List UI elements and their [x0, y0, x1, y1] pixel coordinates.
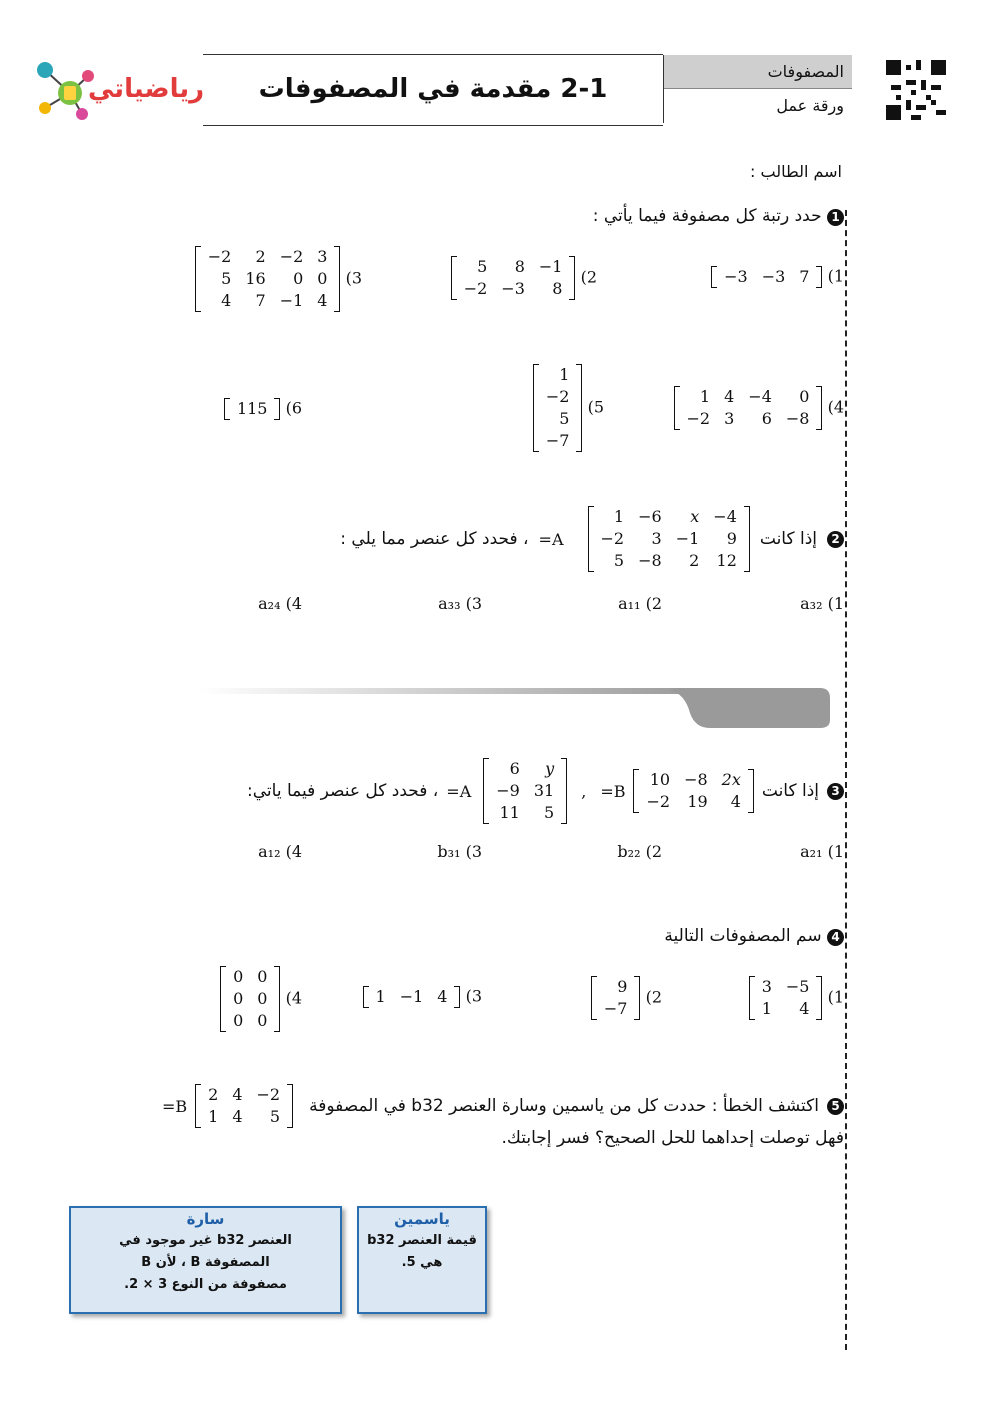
- q1-item-5: [533, 364, 604, 452]
- q3-a-matrix: 6 y −9 31 11 5: [483, 758, 567, 824]
- q1-prompt-row: [593, 206, 844, 226]
- q4-item-3-matrix: 1 −1 4: [363, 986, 461, 1008]
- sara-line2: المصفوفة B ، لأن B: [141, 1255, 270, 1270]
- q1-item-4-matrix: 1 4 −4 0 −2 3 6 −8: [674, 386, 823, 430]
- q1-item-5-matrix: 1 −2 5 −7: [533, 364, 583, 452]
- q5-matrix: 2 4 −2 1 4 5: [195, 1084, 293, 1128]
- q2-part-3: a₃₃ (3: [438, 594, 482, 613]
- q1-item-1-label: (1: [827, 266, 844, 286]
- q5-text-line1: اكتشف الخطأ : حددت كل من ياسمين وسارة العنصر b32 في المصفوفة: [309, 1096, 819, 1116]
- q1-item-1: [711, 266, 844, 288]
- q4-item-4-matrix: 0 0 0 0 0 0: [220, 966, 280, 1032]
- q3-number: 3: [827, 783, 844, 800]
- logo: [30, 58, 205, 128]
- q1-item-6: [224, 398, 302, 420]
- q4-item-1: [749, 976, 844, 1020]
- section-divider: [200, 688, 830, 728]
- q3-part-3: b₃₁ (3: [437, 842, 482, 861]
- sara-name: سارة: [186, 1210, 225, 1228]
- yasmin-line2: هي 5.: [401, 1255, 443, 1270]
- page-title: 2-1 مقدمة في المصفوفات: [258, 74, 608, 104]
- q1-item-2: [451, 256, 597, 300]
- sara-line1: العنصر b32 غير موجود في: [119, 1233, 292, 1248]
- q4-item-2-label: (2: [645, 987, 662, 1007]
- q1-item-3-matrix: −2 2 −2 3 5 16 0 0 4 7 −1 4: [195, 246, 341, 312]
- q3-suffix: ، فحدد كل عنصر فيما ياتي:: [247, 781, 439, 801]
- sara-card: [69, 1206, 342, 1314]
- qr-code: [886, 60, 946, 120]
- q1-item-4: [674, 386, 844, 430]
- q2-part-4: a₂₄ (4: [258, 594, 302, 613]
- q2-suffix: ، فحدد كل عنصر مما يلي :: [340, 529, 529, 549]
- q4-item-4: [220, 966, 302, 1032]
- q4-item-2-matrix: 9 −7: [591, 976, 641, 1020]
- q1-item-2-matrix: 5 8 −1 −2 −3 8: [451, 256, 576, 300]
- q5-row: [162, 1084, 844, 1128]
- q3-a-name: A=: [446, 781, 472, 801]
- student-name-label: اسم الطالب :: [750, 162, 842, 181]
- q4-item-3: [363, 986, 482, 1008]
- margin-dashed-line: [845, 210, 847, 1350]
- q3-comma: ,: [581, 781, 587, 801]
- q1-item-2-label: (2: [580, 267, 597, 287]
- sheet-type-label: ورقة عمل: [776, 96, 844, 115]
- q2-part-2: a₁₁ (2: [618, 594, 662, 613]
- q4-item-3-label: (3: [465, 986, 482, 1006]
- q1-item-3-label: (3: [345, 268, 362, 288]
- q1-item-1-matrix: −3 −3 7: [711, 266, 822, 288]
- q1-item-6-label: (6: [285, 398, 302, 418]
- q4-item-1-label: (1: [827, 987, 844, 1007]
- q3-prefix: إذا كانت: [761, 781, 819, 801]
- q2-row: [340, 506, 844, 572]
- q1-item-6-matrix: 115: [224, 398, 281, 420]
- q3-part-2: b₂₂ (2: [617, 842, 662, 861]
- q3-row: [247, 758, 844, 824]
- q4-prompt: سم المصفوفات التالية: [664, 926, 822, 946]
- q5-text-line2: فهل توصلت إحداهما للحل الصحيح؟ فسر إجابتك.: [501, 1128, 844, 1148]
- q4-item-1-matrix: 3 −5 1 4: [749, 976, 823, 1020]
- logo-text: رياضياتي: [88, 74, 205, 104]
- q1-item-3: [195, 246, 362, 312]
- q1-item-4-label: (4: [827, 397, 844, 417]
- q2-part-1: a₃₂ (1: [800, 594, 844, 613]
- q3-b-matrix: 10 −8 2x −2 19 4: [633, 769, 753, 813]
- unit-label: المصفوفات: [767, 62, 844, 81]
- sara-line3: مصفوفة من النوع 3 × 2.: [124, 1277, 287, 1292]
- q1-prompt: حدد رتبة كل مصفوفة فيما يأتي :: [592, 206, 822, 226]
- q1-number: 1: [827, 209, 844, 226]
- yasmin-name: ياسمين: [394, 1210, 450, 1228]
- q1-item-5-label: (5: [587, 397, 604, 417]
- q5-number: 5: [827, 1098, 844, 1115]
- q3-b-name: B=: [600, 781, 626, 801]
- q2-matrix: 1 −6 x −4 −2 3 −1 9 5 −8 2 12: [588, 506, 750, 572]
- q4-number: 4: [827, 929, 844, 946]
- yasmin-line1: قيمة العنصر b32: [367, 1233, 477, 1248]
- q5-matrix-name: B=: [161, 1096, 188, 1116]
- q4-item-4-label: (4: [285, 988, 302, 1008]
- q3-part-1: a₂₁ (1: [800, 842, 844, 861]
- yasmin-card: [357, 1206, 487, 1314]
- q2-prefix: إذا كانت: [759, 529, 817, 549]
- q3-part-4: a₁₂ (4: [258, 842, 302, 861]
- q4-prompt-row: [664, 926, 844, 946]
- q2-number: 2: [827, 531, 844, 548]
- q4-item-2: [591, 976, 662, 1020]
- q2-matrix-name: A=: [538, 529, 564, 549]
